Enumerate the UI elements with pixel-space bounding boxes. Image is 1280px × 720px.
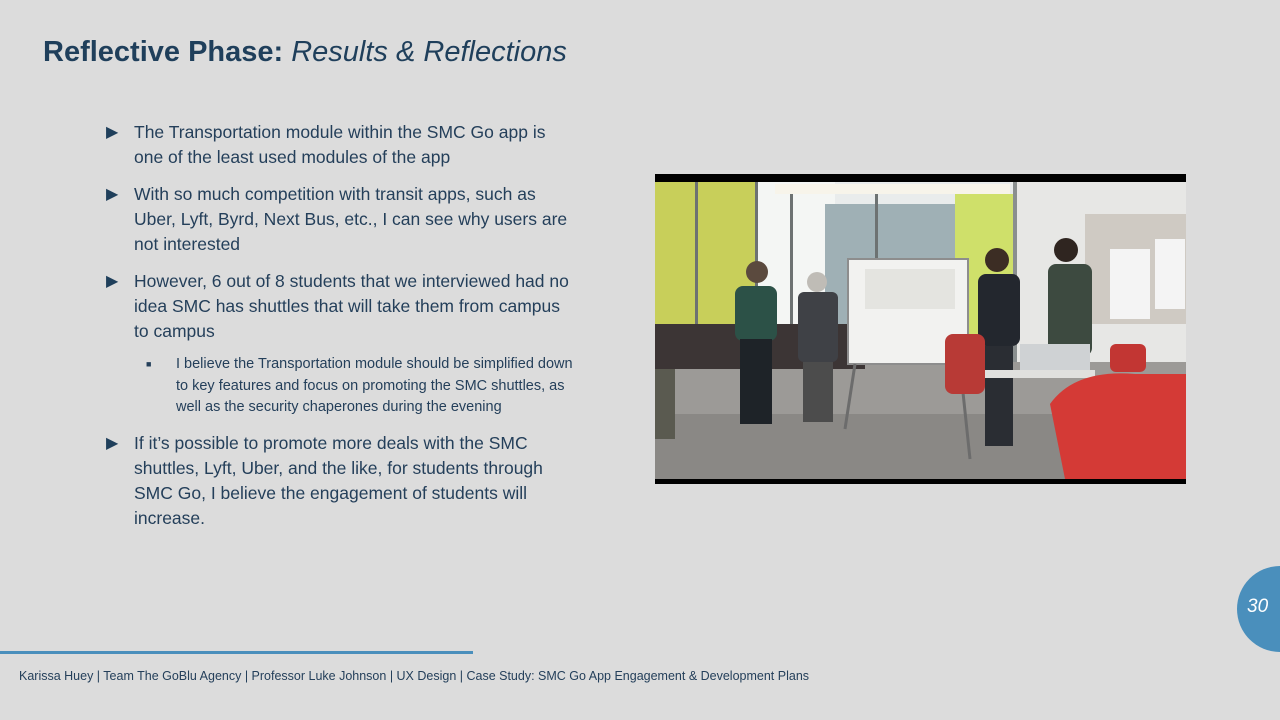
title-bold: Reflective Phase:: [43, 36, 284, 68]
bullet-item: [106, 431, 576, 531]
bullet-arrow-icon: ▶: [106, 273, 119, 290]
bullet-item: [106, 182, 576, 257]
bullet-item: [106, 269, 576, 344]
bullet-text: The Transportation module within the SMC Go app is one of the least used modules of the app: [134, 122, 546, 167]
footer-credits: Karissa Huey | Team The GoBlu Agency | Professor Luke Johnson | UX Design | Case Study: SMC Go App Engagement & Development Plans: [19, 669, 810, 683]
square-bullet-icon: ■: [146, 359, 152, 369]
bullet-text: If it’s possible to promote more deals with the SMC shuttles, Lyft, Uber, and the like, for students through SMC Go, I believe the engagement of students will increase.: [134, 432, 543, 528]
title-italic: Results & Reflections: [291, 36, 567, 68]
bullet-text: However, 6 out of 8 students that we interviewed had no idea SMC has shuttles that will take them from campus to campus: [134, 271, 569, 341]
presentation-photo: [655, 174, 1186, 484]
footer-divider: [0, 651, 473, 654]
photo-illustration: [655, 174, 1186, 484]
sub-bullet-item: [106, 354, 576, 419]
slide-title: [43, 36, 567, 69]
page-number: 30: [1247, 596, 1269, 617]
sub-bullet-text: I believe the Transportation module should be simplified down to key features and focus on promoting the SMC shuttles, as well as the security chaperones during the evening: [176, 356, 573, 415]
bullet-item: [106, 120, 576, 170]
bullet-list: [106, 120, 576, 543]
bullet-arrow-icon: ▶: [106, 186, 119, 203]
bullet-text: With so much competition with transit apps, such as Uber, Lyft, Byrd, Next Bus, etc., I can see why users are not interested: [134, 184, 568, 254]
bullet-arrow-icon: ▶: [106, 124, 119, 141]
bullet-arrow-icon: ▶: [106, 434, 119, 452]
